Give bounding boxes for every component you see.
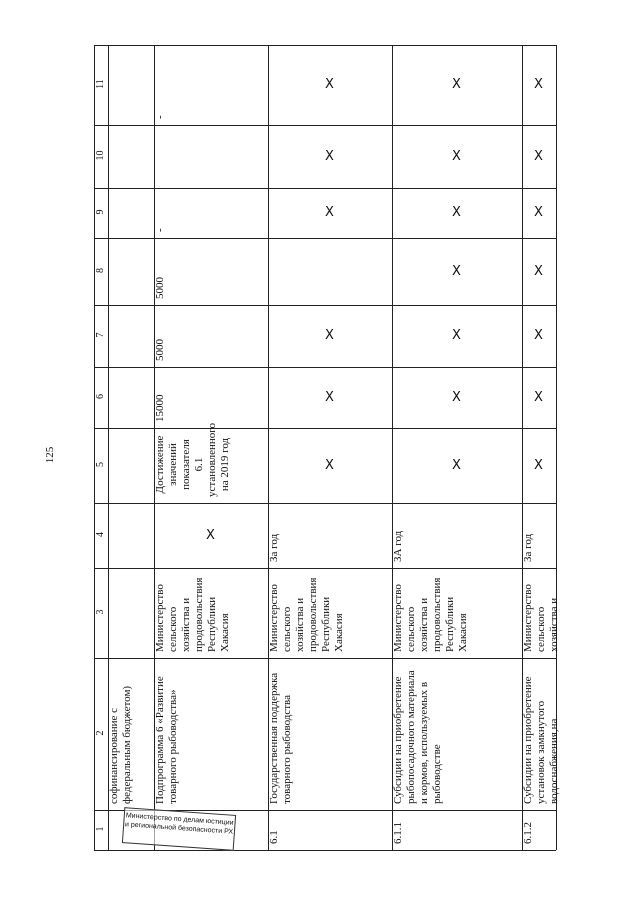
table-cell-text: 15000 xyxy=(154,394,166,422)
table-cell xyxy=(392,658,522,810)
table-cell xyxy=(268,305,392,367)
x-mark: X xyxy=(452,148,461,164)
column-header-5-text: 5 xyxy=(95,462,106,467)
table-cell xyxy=(108,367,154,428)
x-mark: X xyxy=(452,328,461,343)
table-cell xyxy=(108,45,154,125)
table-cell-text: За год xyxy=(268,533,280,562)
table-cell xyxy=(154,658,268,810)
column-header-7-text: 7 xyxy=(95,332,106,338)
table-cell xyxy=(108,238,154,305)
table-cell xyxy=(522,503,556,568)
column-header-5 xyxy=(94,428,108,503)
table-cell xyxy=(268,188,392,238)
table-cell xyxy=(108,305,154,367)
table-cell xyxy=(522,188,556,238)
table-cell-text: 6.1.2 xyxy=(522,822,534,844)
x-mark: X xyxy=(534,389,543,405)
table-cell xyxy=(154,305,268,367)
x-mark: X xyxy=(534,263,543,279)
table-cell xyxy=(522,367,556,428)
table-cell-text xyxy=(108,367,154,428)
table-cell xyxy=(268,658,392,810)
table-cell-text xyxy=(108,45,154,125)
column-header-9 xyxy=(94,188,108,238)
table-cell-text: Государственная поддержка товарного рыбоводства xyxy=(268,672,293,804)
x-mark: X xyxy=(325,148,334,164)
table-cell xyxy=(154,503,268,568)
table-cell-text: 6.1 xyxy=(268,830,280,844)
x-mark: X xyxy=(452,457,461,473)
table-cell xyxy=(108,658,154,810)
table-cell-text: Субсидии на приобретение рыбопосадочного материала и кормов, используемых в рыбоводстве xyxy=(392,670,443,804)
table-cell-text xyxy=(154,125,268,188)
column-header-11-text: 11 xyxy=(95,79,106,89)
column-header-11 xyxy=(94,45,108,125)
column-header-7 xyxy=(94,305,108,367)
table-cell-text xyxy=(108,568,154,658)
x-mark: X xyxy=(325,389,334,405)
column-header-3-text: 3 xyxy=(95,609,106,615)
table-cell xyxy=(268,125,392,188)
column-header-1-text: 1 xyxy=(95,826,106,832)
table-cell-text: - xyxy=(154,228,166,232)
x-mark: X xyxy=(452,389,461,405)
column-header-3 xyxy=(94,568,108,658)
table-cell xyxy=(392,367,522,428)
table-cell xyxy=(268,810,392,850)
table-cell-text: 5000 xyxy=(154,277,166,299)
x-mark: X xyxy=(325,77,334,92)
table-cell-text xyxy=(108,305,154,367)
table-cell-text: Достижение значений показателя 6.1 установленного на 2019 год xyxy=(154,422,231,497)
table-cell-text: софинансирование с федеральным бюджетом) xyxy=(108,685,133,804)
table-cell xyxy=(522,238,556,305)
table-cell xyxy=(392,305,522,367)
table-cell-text: Министерство сельского хозяйства и продовольствия Республики Хакасия xyxy=(154,577,231,652)
table-cell xyxy=(154,367,268,428)
table-cell-text: За год xyxy=(522,533,534,562)
x-mark: X xyxy=(325,457,334,473)
table-cell xyxy=(154,188,268,238)
table-cell xyxy=(522,568,560,658)
table-cell xyxy=(522,658,560,810)
table-cell xyxy=(268,367,392,428)
table-cell xyxy=(522,45,556,125)
table-cell xyxy=(154,568,268,658)
table-cell xyxy=(108,125,154,188)
table-cell xyxy=(268,503,392,568)
table-cell-text: 5000 xyxy=(154,339,166,361)
column-header-10-text: 10 xyxy=(95,150,106,161)
table-cell-text: Подпрограмма 6 «Развитие товарного рыбоводства» xyxy=(154,676,179,804)
table-cell xyxy=(108,568,154,658)
table-cell xyxy=(108,428,154,503)
table-cell xyxy=(392,45,522,125)
table-cell xyxy=(268,238,392,305)
rotated-table xyxy=(94,45,560,850)
table-cell xyxy=(392,238,522,305)
column-header-10 xyxy=(94,125,108,188)
column-header-9-text: 9 xyxy=(95,209,106,215)
table-cell xyxy=(108,188,154,238)
table-cell xyxy=(392,125,522,188)
table-cell xyxy=(522,428,556,503)
table-cell-text xyxy=(108,503,154,568)
table-cell xyxy=(392,188,522,238)
table-cell-text: 6.1.1 xyxy=(392,822,404,844)
table-cell-text xyxy=(108,125,154,188)
x-mark: X xyxy=(534,77,543,92)
table-cell xyxy=(522,810,556,850)
x-mark: X xyxy=(452,263,461,279)
column-header-1 xyxy=(94,810,108,850)
column-header-8-text: 8 xyxy=(95,268,106,273)
table-cell-text: - xyxy=(154,115,166,119)
table-column-border xyxy=(94,850,556,851)
registration-stamp: Министерство по делам юстиции и региональной безопасности РХ xyxy=(122,807,236,851)
table-cell xyxy=(154,422,268,503)
table-cell xyxy=(154,125,268,188)
table-cell xyxy=(268,428,392,503)
column-header-8 xyxy=(94,238,108,305)
x-mark: X xyxy=(206,527,215,543)
table-cell xyxy=(522,305,556,367)
table-cell xyxy=(392,503,522,568)
page-number: 125 xyxy=(44,446,56,464)
table-cell-text: ЗА год xyxy=(392,530,404,562)
table-cell xyxy=(392,810,522,850)
column-header-4 xyxy=(94,503,108,568)
x-mark: X xyxy=(325,328,334,343)
x-mark: X xyxy=(534,328,543,343)
x-mark: X xyxy=(534,205,543,220)
x-mark: X xyxy=(325,205,334,220)
x-mark: X xyxy=(534,148,543,164)
table-cell-text xyxy=(108,188,154,238)
column-header-2-text: 2 xyxy=(95,730,106,736)
table-cell-text: Министерство сельского хозяйства и xyxy=(522,584,560,652)
table-cell xyxy=(392,428,522,503)
column-header-4-text: 4 xyxy=(95,532,106,537)
table-cell xyxy=(154,45,268,125)
table-cell xyxy=(108,503,154,568)
table-cell-text xyxy=(108,238,154,305)
table-cell-text xyxy=(108,428,154,503)
table-cell xyxy=(522,125,556,188)
column-header-2 xyxy=(94,658,108,810)
column-header-6-text: 6 xyxy=(95,394,106,399)
column-header-6 xyxy=(94,367,108,428)
x-mark: X xyxy=(452,77,461,92)
table-cell xyxy=(392,568,522,658)
table-cell xyxy=(268,45,392,125)
x-mark: X xyxy=(452,205,461,220)
table-cell-text: Министерство сельского хозяйства и продовольствия Республики Хакасия xyxy=(392,577,469,652)
table-cell-text: Министерство сельского хозяйства и продовольствия Республики Хакасия xyxy=(268,577,345,652)
x-mark: X xyxy=(534,457,543,473)
table-cell xyxy=(154,238,268,305)
table-cell-text: Субсидии на приобретение установок замкнутого водоснабжения,на xyxy=(522,676,560,804)
table-cell xyxy=(268,568,392,658)
table-cell-text xyxy=(268,238,392,305)
